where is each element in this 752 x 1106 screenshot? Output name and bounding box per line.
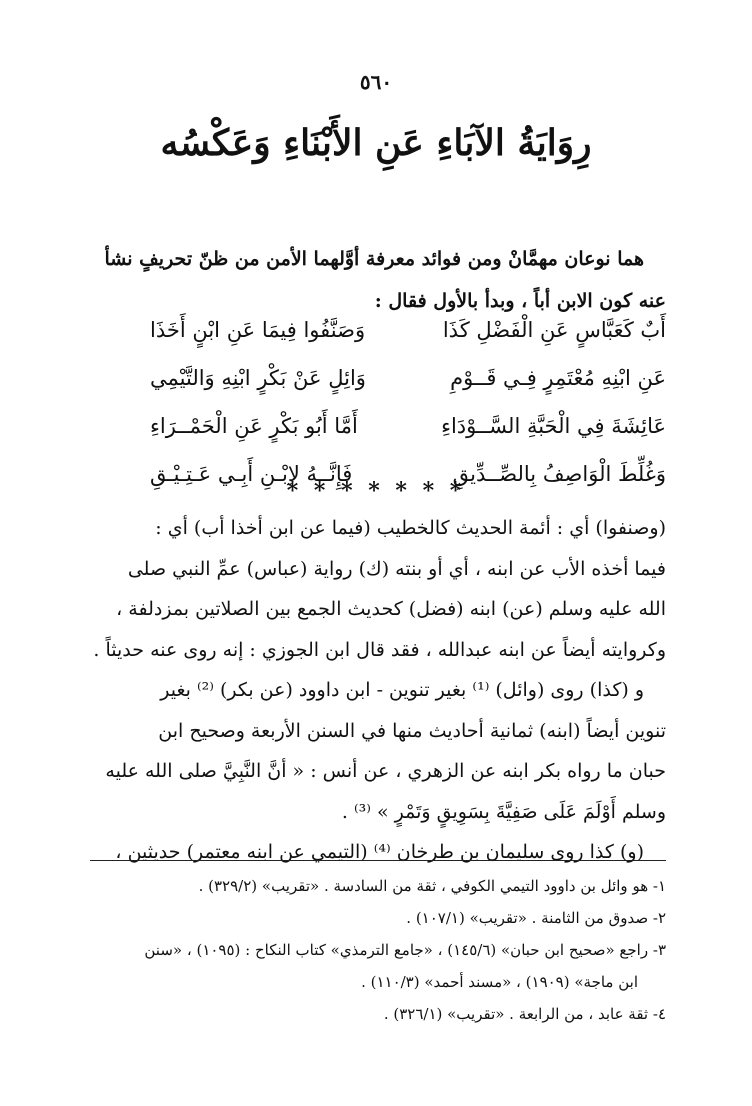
commentary-line: (و) كذا روى سليمان بن طرخان ⁽⁴⁾ (التيمي عن ابنه معتمر) حديثين ،	[115, 841, 644, 863]
verse-row	[150, 402, 666, 450]
footnotes	[88, 870, 666, 1030]
verse-second-hemistich: وَائِلٍ عَنْ بَكْرٍ ابْنِهِ وَالتَّيْمِي	[150, 366, 366, 390]
commentary-line: حبان ما رواه بكر ابنه عن الزهري ، عن أنس : « أنَّ النَّبِيَّ صلى الله عليه	[105, 760, 666, 782]
footnote-continuation: ابن ماجة» (١٩٠٩) ، «مسند أحمد» (١١٠/٣) .	[361, 973, 638, 991]
intro-line: عنه كون الابن أباً ، وبدأ بالأول فقال :	[374, 290, 666, 312]
commentary-line: فيما أخذه الأب عن ابنه ، أي أو بنته (ك) رواية (عباس) عمِّ النبي صلى	[127, 557, 666, 580]
footnote: ١- هو وائل بن داوود التيمي الكوفي ، ثقة من السادسة . «تقريب» (٣٢٩/٢) .	[198, 877, 666, 895]
footnote: ٢- صدوق من الثامنة . «تقريب» (١٠٧/١) .	[406, 909, 666, 927]
commentary-text	[88, 508, 666, 873]
verse-second-hemistich: فَإِنَّــهُ لاِبْـنِ أَبِـي عَـتِـيْـقِ	[150, 462, 353, 486]
footnote-divider	[90, 860, 666, 861]
commentary-line: (وصنفوا) أي : أئمة الحديث كالخطيب (فيما عن ابن أخذا أب) أي :	[155, 517, 666, 539]
section-separator: * * * * * * *	[286, 478, 466, 504]
intro-line: هما نوعان مهمَّانْ ومن فوائد معرفة أوَّلهما الأمن من ظنّ تحريفٍ نشأ	[104, 248, 644, 270]
commentary-line: وسلم أَوْلَمَ عَلَى صَفِيَّةَ بِسَوِيقٍ وَتَمْرٍ » ⁽³⁾ .	[341, 800, 666, 823]
poem-verses	[150, 306, 666, 498]
commentary-line: الله عليه وسلم (عن) ابنه (فضل) كحديث الجمع بين الصلاتين بمزدلفة ،	[116, 598, 666, 620]
page-number: ٥٦٠	[359, 70, 393, 94]
verse-row	[150, 354, 666, 402]
verse-first-hemistich: وَغُلِّطَ الْوَاصِفُ بِالصِّــدِّيقِ	[452, 462, 666, 486]
commentary-line: و (كذا) روى (وائل) ⁽¹⁾ بغير تنوين - ابن داوود (عن بكر) ⁽²⁾ بغير	[160, 679, 644, 701]
verse-second-hemistich: أَمَّا أَبُو بَكْرٍ عَنِ الْحَمْــرَاءِ	[150, 414, 358, 438]
verse-second-hemistich: وَصَنَّفُوا فِيمَا عَنِ ابْنٍ أَخَذَا	[150, 318, 366, 342]
footnote: ٣- راجع «صحيح ابن حبان» (١٤٥/٦) ، «جامع الترمذي» كتاب النكاح : (١٠٩٥) ، «سنن	[144, 941, 666, 959]
verse-first-hemistich: عَائِشَةَ فِي الْحَبَّةِ السَّــوْدَاءِ	[441, 414, 666, 438]
footnote: ٤- ثقة عابد ، من الرابعة . «تقريب» (٣٢٦/١) .	[383, 1005, 666, 1023]
commentary-line: تنوين أيضاً (ابنه) ثمانية أحاديث منها في السنن الأربعة وصحيح ابن	[158, 719, 666, 742]
commentary-line: وكروايته أيضاً عن ابنه عبدالله ، فقد قال ابن الجوزي : إنه روى عنه حديثاً .	[93, 638, 666, 661]
verse-first-hemistich: أَبٌ كَعَبَّاسٍ عَنِ الْفَضْلِ كَذَا	[442, 318, 666, 342]
verse-first-hemistich: عَنِ ابْنِهِ مُعْتَمِرٍ فِـي قَــوْمِ	[450, 366, 666, 390]
chapter-title: رِوَايَةُ الآبَاءِ عَنِ الأَبْنَاءِ وَعَكْسُه	[160, 122, 592, 164]
verse-row	[150, 306, 666, 354]
